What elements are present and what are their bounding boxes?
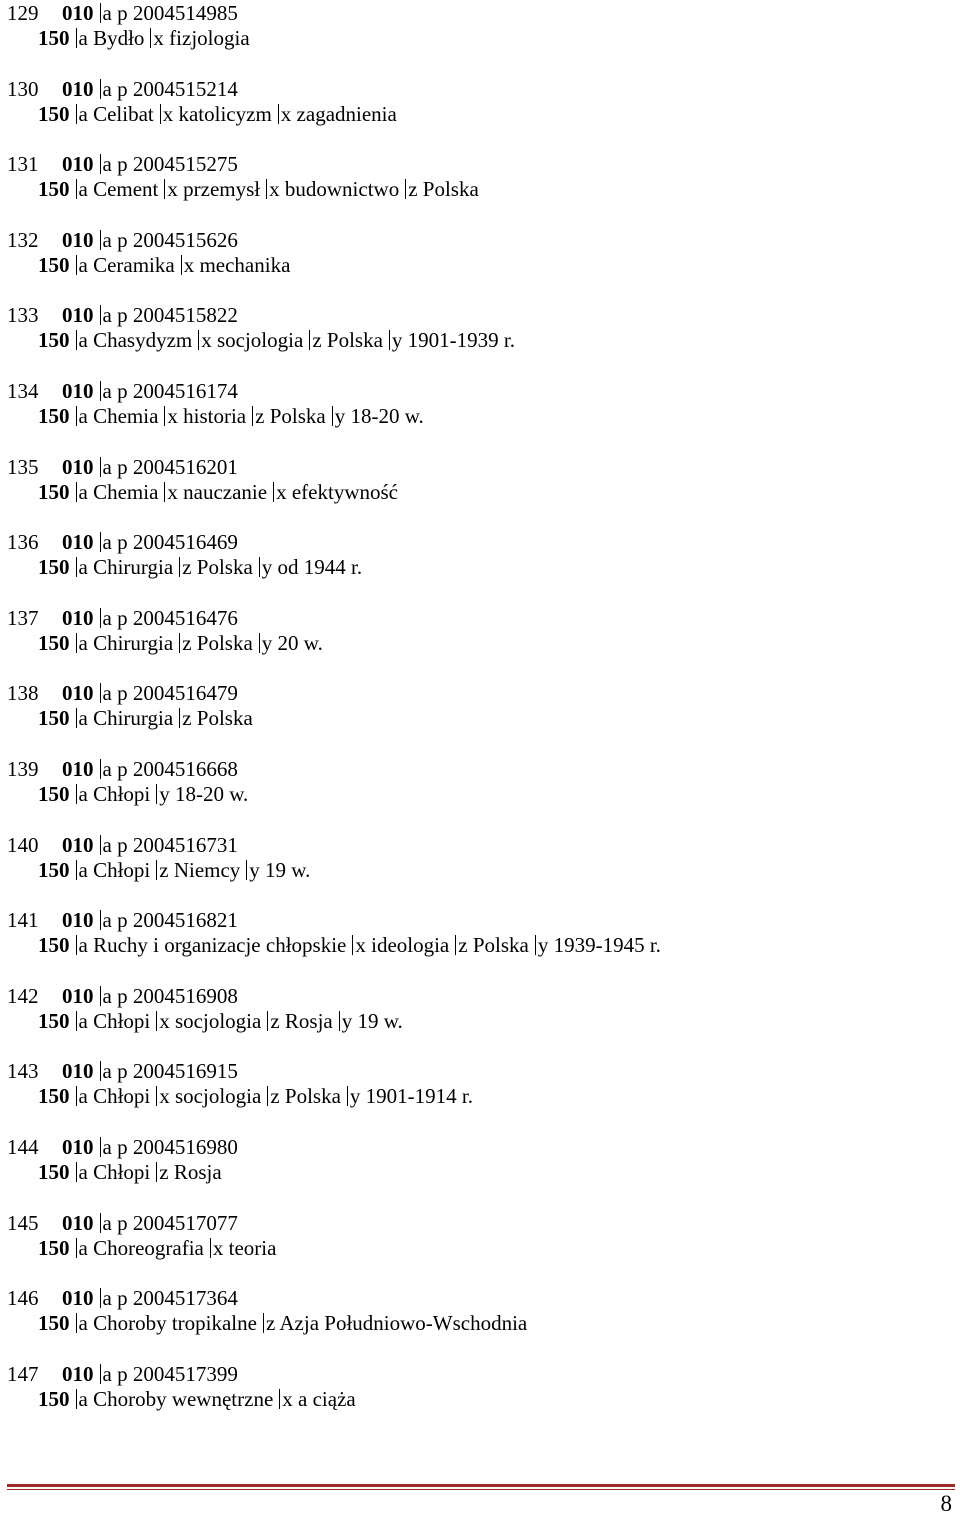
- control-number: a p 2004516821: [100, 908, 238, 932]
- record-number: 139: [7, 756, 39, 781]
- record-number: 130: [7, 76, 39, 101]
- control-number: a p 2004515626: [100, 228, 238, 252]
- record-id-line: [7, 756, 238, 782]
- control-number: a p 2004516908: [100, 984, 238, 1008]
- subfield: a Choroby wewnętrzne: [76, 1387, 274, 1411]
- subfield: a Bydło: [76, 26, 145, 50]
- subfield: a Cement: [76, 177, 159, 201]
- subfield: x przemysł: [164, 177, 260, 201]
- record-heading-line: [38, 403, 424, 429]
- record-heading-line: [38, 781, 248, 807]
- field-tag-150: 150: [38, 479, 70, 504]
- subfield: a Chasydyzm: [76, 328, 193, 352]
- record-number: 134: [7, 378, 39, 403]
- page-number: 8: [940, 1491, 952, 1516]
- field-tag-010: 010: [62, 152, 94, 177]
- subfield: a Chemia: [76, 480, 159, 504]
- record-entry: [7, 1058, 947, 1134]
- record-entry: [7, 1134, 947, 1210]
- subfield: z Polska: [179, 555, 253, 579]
- record-heading-line: [38, 630, 323, 656]
- record-entry: [7, 605, 947, 681]
- record-entry: [7, 454, 947, 530]
- record-id-line: [7, 1210, 238, 1236]
- record-heading-line: [38, 857, 310, 883]
- subfield: z Rosja: [156, 1160, 221, 1184]
- record-number: 138: [7, 681, 39, 706]
- record-number: 131: [7, 152, 39, 177]
- field-tag-010: 010: [62, 1059, 94, 1084]
- record-heading-line: [38, 1386, 356, 1412]
- control-number: a p 2004515275: [100, 152, 238, 176]
- record-number: 129: [7, 1, 39, 25]
- record-entry: [7, 378, 947, 454]
- subfield: a Chłopi: [76, 782, 151, 806]
- record-heading-line: [38, 1159, 222, 1185]
- record-id-line: [7, 0, 238, 26]
- field-tag-150: 150: [38, 26, 70, 50]
- subfield: y 18-20 w.: [332, 404, 424, 428]
- record-number: 137: [7, 605, 39, 630]
- control-number: a p 2004516476: [100, 606, 238, 630]
- record-id-line: [7, 76, 238, 102]
- record-heading-line: [38, 176, 479, 202]
- subfield: a Chirurgia: [76, 706, 174, 730]
- field-tag-150: 150: [38, 1311, 70, 1336]
- subfield: z Polska: [267, 1084, 341, 1108]
- field-tag-150: 150: [38, 101, 70, 126]
- subfield: a Choreografia: [76, 1236, 204, 1260]
- field-tag-010: 010: [62, 983, 94, 1008]
- field-tag-010: 010: [62, 378, 94, 403]
- field-tag-010: 010: [62, 756, 94, 781]
- control-number: a p 2004514985: [100, 1, 238, 25]
- field-tag-150: 150: [38, 177, 70, 202]
- record-id-line: [7, 1285, 238, 1311]
- subfield: z Polska: [252, 404, 326, 428]
- control-number: a p 2004515822: [100, 303, 238, 327]
- record-entry: [7, 907, 947, 983]
- record-heading-line: [38, 554, 362, 580]
- control-number: a p 2004516980: [100, 1135, 238, 1159]
- record-number: 141: [7, 908, 39, 933]
- subfield: a Chłopi: [76, 1009, 151, 1033]
- subfield: y 19 w.: [339, 1009, 403, 1033]
- subfield: y od 1944 r.: [259, 555, 362, 579]
- subfield: a Chirurgia: [76, 555, 174, 579]
- subfield: a Celibat: [76, 102, 154, 126]
- record-id-line: [7, 302, 238, 328]
- record-id-line: [7, 605, 238, 631]
- record-id-line: [7, 680, 238, 706]
- field-tag-150: 150: [38, 555, 70, 580]
- record-number: 146: [7, 1286, 39, 1311]
- control-number: a p 2004516201: [100, 455, 238, 479]
- record-id-line: [7, 454, 238, 480]
- record-number: 147: [7, 1361, 39, 1386]
- subfield: x a ciąża: [279, 1387, 355, 1411]
- footer-rule-thick: [7, 1484, 955, 1487]
- record-heading-line: [38, 479, 398, 505]
- field-tag-010: 010: [62, 303, 94, 328]
- subfield: y 1901-1914 r.: [347, 1084, 473, 1108]
- record-heading-line: [38, 1235, 276, 1261]
- field-tag-010: 010: [62, 1, 94, 25]
- field-tag-150: 150: [38, 252, 70, 277]
- subfield: a Chirurgia: [76, 631, 174, 655]
- record-list: [7, 0, 947, 1436]
- record-number: 145: [7, 1210, 39, 1235]
- subfield: x teoria: [210, 1236, 277, 1260]
- subfield: z Azja Południowo-Wschodnia: [263, 1311, 527, 1335]
- subfield: z Rosja: [267, 1009, 332, 1033]
- record-number: 135: [7, 454, 39, 479]
- record-heading-line: [38, 1310, 527, 1336]
- subfield: x katolicyzm: [160, 102, 272, 126]
- field-tag-150: 150: [38, 1159, 70, 1184]
- control-number: a p 2004517399: [100, 1362, 238, 1386]
- record-heading-line: [38, 252, 290, 278]
- field-tag-010: 010: [62, 1286, 94, 1311]
- control-number: a p 2004515214: [100, 77, 238, 101]
- record-number: 144: [7, 1134, 39, 1159]
- field-tag-150: 150: [38, 933, 70, 958]
- subfield: x mechanika: [181, 253, 291, 277]
- field-tag-010: 010: [62, 1134, 94, 1159]
- record-heading-line: [38, 327, 515, 353]
- record-entry: [7, 151, 947, 227]
- subfield: x ideologia: [352, 933, 449, 957]
- subfield: y 1939-1945 r.: [535, 933, 661, 957]
- control-number: a p 2004516731: [100, 833, 238, 857]
- subfield: y 18-20 w.: [156, 782, 248, 806]
- record-number: 142: [7, 983, 39, 1008]
- subfield: a Chłopi: [76, 858, 151, 882]
- record-entry: [7, 302, 947, 378]
- record-entry: [7, 832, 947, 908]
- subfield: a Chłopi: [76, 1084, 151, 1108]
- record-id-line: [7, 832, 238, 858]
- field-tag-150: 150: [38, 403, 70, 428]
- field-tag-150: 150: [38, 630, 70, 655]
- subfield: a Chłopi: [76, 1160, 151, 1184]
- field-tag-150: 150: [38, 1386, 70, 1411]
- control-number: a p 2004517364: [100, 1286, 238, 1310]
- record-entry: [7, 756, 947, 832]
- field-tag-010: 010: [62, 454, 94, 479]
- control-number: a p 2004516915: [100, 1059, 238, 1083]
- field-tag-010: 010: [62, 76, 94, 101]
- subfield: x nauczanie: [164, 480, 267, 504]
- subfield: x socjologia: [198, 328, 303, 352]
- control-number: a p 2004517077: [100, 1211, 238, 1235]
- subfield: y 19 w.: [246, 858, 310, 882]
- subfield: x historia: [164, 404, 246, 428]
- control-number: a p 2004516479: [100, 681, 238, 705]
- subfield: z Polska: [179, 631, 253, 655]
- record-id-line: [7, 1134, 238, 1160]
- field-tag-010: 010: [62, 1210, 94, 1235]
- record-heading-line: [38, 1008, 403, 1034]
- subfield: z Polska: [179, 706, 253, 730]
- record-number: 140: [7, 832, 39, 857]
- record-entry: [7, 76, 947, 152]
- field-tag-010: 010: [62, 227, 94, 252]
- record-number: 143: [7, 1059, 39, 1084]
- subfield: x socjologia: [156, 1084, 261, 1108]
- control-number: a p 2004516174: [100, 379, 238, 403]
- record-id-line: [7, 1058, 238, 1084]
- subfield: y 20 w.: [259, 631, 323, 655]
- field-tag-150: 150: [38, 1235, 70, 1260]
- field-tag-150: 150: [38, 781, 70, 806]
- subfield: a Ruchy i organizacje chłopskie: [76, 933, 347, 957]
- record-id-line: [7, 151, 238, 177]
- subfield: x zagadnienia: [278, 102, 397, 126]
- subfield: x budownictwo: [266, 177, 399, 201]
- field-tag-150: 150: [38, 328, 70, 353]
- field-tag-150: 150: [38, 1084, 70, 1109]
- subfield: a Choroby tropikalne: [76, 1311, 257, 1335]
- footer-rule-thin: [7, 1489, 955, 1490]
- record-entry: [7, 1361, 947, 1437]
- field-tag-010: 010: [62, 908, 94, 933]
- subfield: x efektywność: [273, 480, 398, 504]
- record-id-line: [7, 378, 238, 404]
- subfield: z Niemcy: [156, 858, 240, 882]
- record-entry: [7, 1210, 947, 1286]
- record-heading-line: [38, 932, 661, 958]
- record-number: 132: [7, 227, 39, 252]
- subfield: y 1901-1939 r.: [389, 328, 515, 352]
- control-number: a p 2004516469: [100, 530, 238, 554]
- record-id-line: [7, 907, 238, 933]
- field-tag-150: 150: [38, 1008, 70, 1033]
- field-tag-150: 150: [38, 857, 70, 882]
- subfield: z Polska: [309, 328, 383, 352]
- subfield: x fizjologia: [150, 26, 249, 50]
- field-tag-150: 150: [38, 706, 70, 731]
- field-tag-010: 010: [62, 832, 94, 857]
- record-entry: [7, 680, 947, 756]
- subfield: z Polska: [455, 933, 529, 957]
- record-id-line: [7, 983, 238, 1009]
- subfield: a Ceramika: [76, 253, 175, 277]
- record-heading-line: [38, 101, 397, 127]
- record-number: 133: [7, 303, 39, 328]
- subfield: z Polska: [405, 177, 479, 201]
- field-tag-010: 010: [62, 681, 94, 706]
- field-tag-010: 010: [62, 530, 94, 555]
- record-entry: [7, 1285, 947, 1361]
- subfield: x socjologia: [156, 1009, 261, 1033]
- record-entry: [7, 0, 947, 76]
- record-entry: [7, 983, 947, 1059]
- control-number: a p 2004516668: [100, 757, 238, 781]
- record-id-line: [7, 1361, 238, 1387]
- field-tag-010: 010: [62, 605, 94, 630]
- subfield: a Chemia: [76, 404, 159, 428]
- record-number: 136: [7, 530, 39, 555]
- record-heading-line: [38, 25, 250, 51]
- record-id-line: [7, 529, 238, 555]
- record-heading-line: [38, 705, 253, 731]
- record-id-line: [7, 227, 238, 253]
- field-tag-010: 010: [62, 1361, 94, 1386]
- record-entry: [7, 529, 947, 605]
- record-entry: [7, 227, 947, 303]
- record-heading-line: [38, 1083, 473, 1109]
